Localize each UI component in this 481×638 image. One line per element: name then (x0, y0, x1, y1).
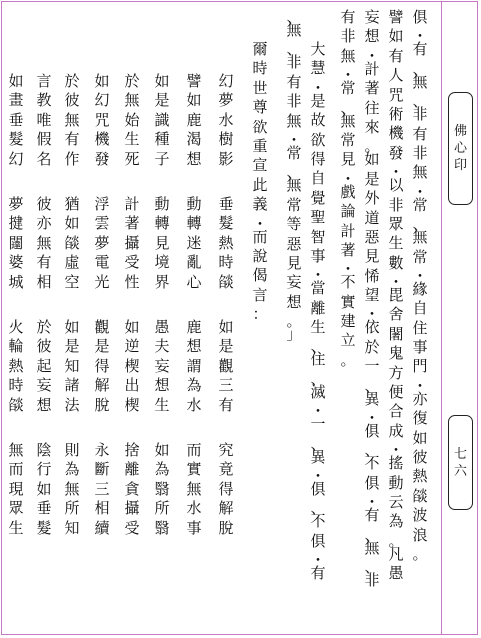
verse-phrase: 動 轉 迷 亂 心 (186, 195, 202, 291)
verse-phrase: 火 輪 熱 時 燄 (8, 318, 24, 414)
verse-phrase: 於 彼 無 有 作 (64, 72, 80, 168)
verse-phrase: 猶 如 燄 虛 空 (64, 195, 80, 291)
verse-phrase: 言 教 唯 假 名 (36, 72, 52, 168)
verse-phrase: 永 斷 三 相 續 (94, 441, 110, 537)
verse-phrase: 於 無 始 生 死 (124, 72, 140, 168)
verse-phrase: 夢 揵 闥 婆 城 (8, 195, 24, 291)
verse-phrase: 愚 夫 妄 想 生 (154, 318, 170, 414)
verse-phrase: 如 是 知 諸 法 (64, 318, 80, 414)
verse-phrase: 陰 行 如 垂 髮 (36, 441, 52, 537)
verse-phrase: 計 著 攝 受 性 (124, 195, 140, 291)
verse-phrase: 如 為 翳 所 翳 (154, 441, 170, 537)
prose-column: 俱 ・ 有 、 無 、 非 有 非 無 ・ 常 、 無 常 ・ 緣 自 住 事 門 ・ 亦 復 如 彼 熱 燄 波 浪 。 (412, 8, 428, 563)
prose-column: 妄 想 ・ 計 著 往 來 。 如 是 外 道 惡 見 悕 望 ・ 依 於 一 、 異 ・ 俱 、 不 俱 ・ 有 、 無 、 非 (364, 8, 380, 589)
verse-phrase: 浮 雲 夢 電 光 (94, 195, 110, 291)
prose-column: 、 無 、 非 有 非 無 ・ 常 、 無 常 等 惡 見 妄 想 。 」 (286, 8, 302, 344)
prose-column: 有 非 無 ・ 常 、 無 常 見 ・ 戲 論 計 著 ・ 不 實 建 立 。 (340, 8, 356, 369)
verse-phrase: 捨 離 貪 攝 受 (124, 441, 140, 537)
verse-phrase: 如 是 識 種 子 (154, 72, 170, 168)
verse-phrase: 垂 髮 熱 時 燄 (218, 195, 234, 291)
verse-phrase: 如 畫 垂 髮 幻 (8, 72, 24, 168)
book-title-tab: 佛 心 印 (448, 92, 473, 205)
verse-phrase: 如 是 觀 三 有 (218, 318, 234, 414)
verse-phrase: 譬 如 鹿 渴 想 (186, 72, 202, 168)
verse-phrase: 幻 夢 水 樹 影 (218, 72, 234, 168)
verse-phrase: 動 轉 見 境 界 (154, 195, 170, 291)
verse-phrase: 觀 是 得 解 脫 (94, 318, 110, 414)
prose-column: 譬 如 有 人 咒 術 機 發 ・ 以 非 眾 生 數 ・ 毘 舍 闍 鬼 方 便 合 成 ・ 搖 動 云 為 。 凡 愚 (388, 8, 404, 583)
verse-phrase: 於 彼 起 妄 想 (36, 318, 52, 414)
margin-divider (441, 1, 442, 635)
verse-phrase: 而 實 無 水 事 (186, 441, 202, 537)
verse-phrase: 彼 亦 無 有 相 (36, 195, 52, 291)
prose-column: 大 慧 ・ 是 故 欲 得 自 覺 聖 智 事 ・ 當 離 生 、 住 、 滅 ・ 一 、 異 ・ 俱 、 不 俱 ・ 有 (310, 40, 326, 583)
verse-phrase: 則 為 無 所 知 (64, 441, 80, 537)
verse-phrase: 究 竟 得 解 脫 (218, 441, 234, 537)
verse-phrase: 如 幻 咒 機 發 (94, 72, 110, 168)
page-number-tab: 七 六 (448, 415, 473, 510)
prose-column: 爾 時 世 尊 欲 重 宣 此 義 ・ 而 說 偈 言 ： (252, 40, 268, 324)
verse-phrase: 無 而 現 眾 生 (8, 441, 24, 537)
verse-phrase: 如 逆 楔 出 楔 (124, 318, 140, 414)
verse-phrase: 鹿 想 謂 為 水 (186, 318, 202, 414)
